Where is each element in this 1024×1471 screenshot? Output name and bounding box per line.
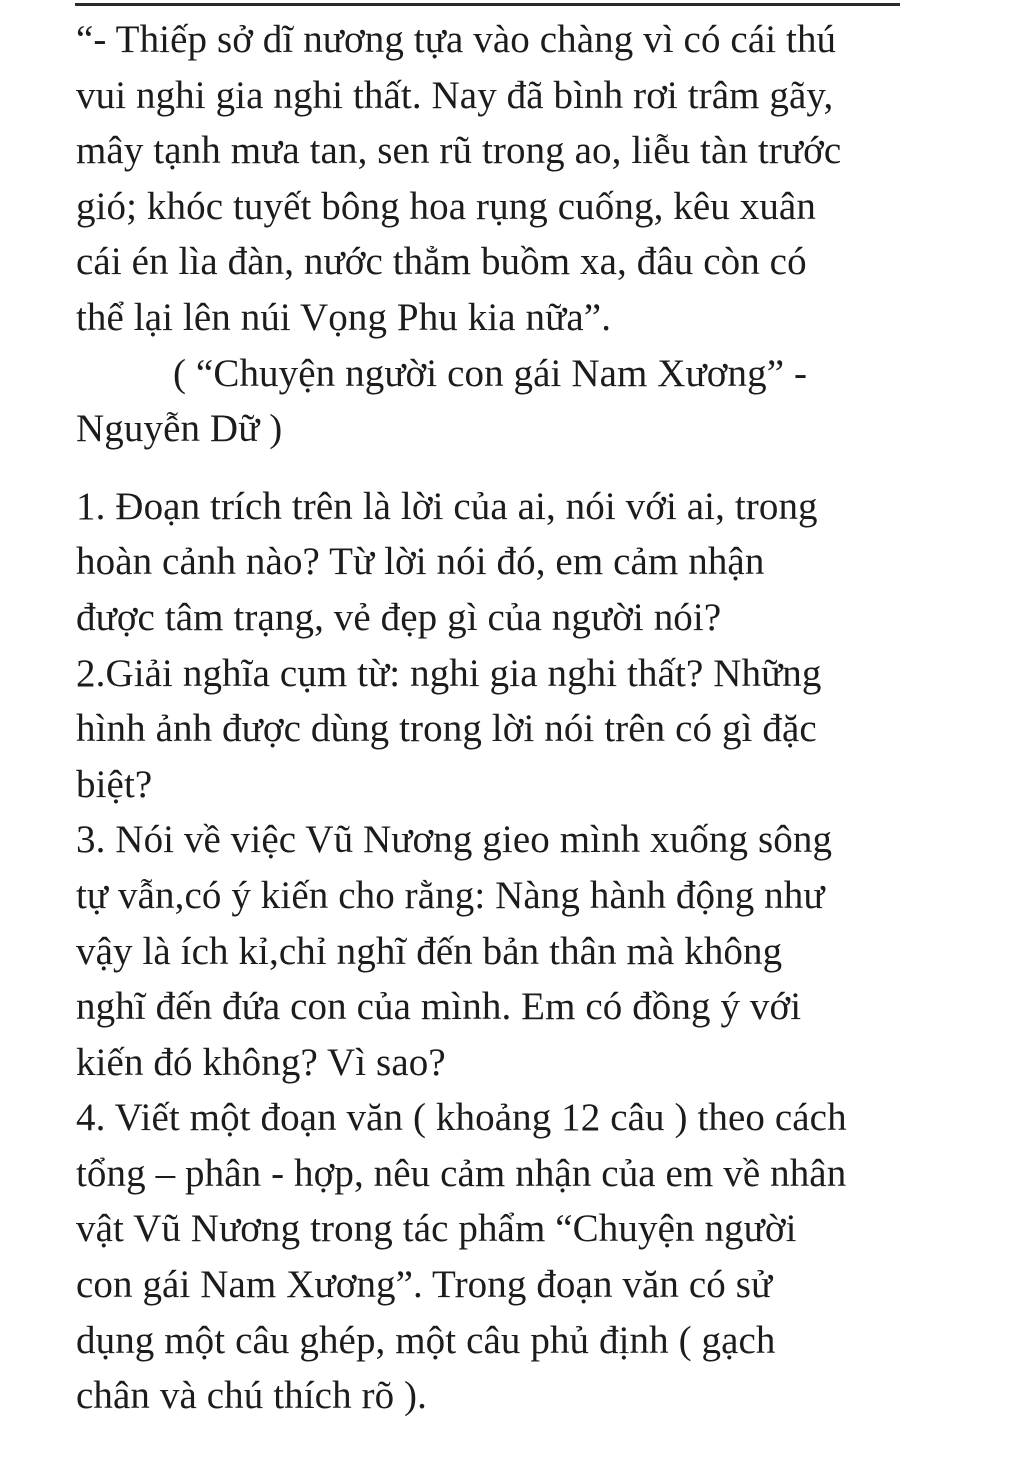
citation	[76, 346, 976, 457]
citation-title-line: ( “Chuyện người con gái Nam Xương” -	[173, 351, 808, 395]
question-line: dụng một câu ghép, một câu phủ định ( gạch	[76, 1318, 776, 1362]
passage-line: thể lại lên núi Vọng Phu kia nữa”.	[76, 295, 612, 339]
question-line: được tâm trạng, vẻ đẹp gì của người nói?	[76, 595, 722, 639]
section-gap	[76, 457, 976, 479]
top-divider	[75, 3, 900, 6]
question-line: chân và chú thích rõ ).	[76, 1374, 427, 1418]
passage-line: gió; khóc tuyết bông hoa rụng cuống, kêu xuân	[76, 184, 816, 228]
passage-excerpt	[76, 12, 976, 346]
question-line: kiến đó không? Vì sao?	[76, 1040, 446, 1084]
question-line: vật Vũ Nương trong tác phẩm “Chuyện người	[76, 1207, 797, 1251]
passage-line: cái én lìa đàn, nước thẳm buồm xa, đâu còn có	[76, 240, 807, 284]
question-line: hình ảnh được dùng trong lời nói trên có gì đặc	[76, 707, 817, 751]
questions-list	[76, 479, 976, 1424]
question-line: con gái Nam Xương”. Trong đoạn văn có sử	[76, 1263, 773, 1307]
document-body	[76, 12, 976, 1424]
question-line: hoàn cảnh nào? Từ lời nói đó, em cảm nhận	[76, 540, 765, 584]
question-line: 3. Nói về việc Vũ Nương gieo mình xuống sông	[76, 818, 833, 862]
question-line: biệt?	[76, 762, 153, 806]
passage-line: mây tạnh mưa tan, sen rũ trong ao, liễu tàn trước	[76, 129, 842, 173]
question-line: 2.Giải nghĩa cụm từ: nghi gia nghi thất? Những	[76, 651, 822, 695]
passage-line: “- Thiếp sở dĩ nương tựa vào chàng vì có cái thú	[76, 18, 837, 61]
question-line: vậy là ích kỉ,chỉ nghĩ đến bản thân mà không	[76, 929, 783, 973]
question-line: 4. Viết một đoạn văn ( khoảng 12 câu ) theo cách	[76, 1096, 847, 1140]
question-line: tự vẫn,có ý kiến cho rằng: Nàng hành động như	[76, 873, 825, 917]
citation-author-line: Nguyễn Dữ )	[76, 407, 283, 451]
question-line: tổng – phân - hợp, nêu cảm nhận của em về nhân	[76, 1151, 847, 1195]
question-line: 1. Đoạn trích trên là lời của ai, nói với ai, trong	[76, 484, 818, 528]
question-line: nghĩ đến đứa con của mình. Em có đồng ý với	[76, 985, 802, 1029]
passage-line: vui nghi gia nghi thất. Nay đã bình rơi trâm gãy,	[76, 73, 834, 117]
